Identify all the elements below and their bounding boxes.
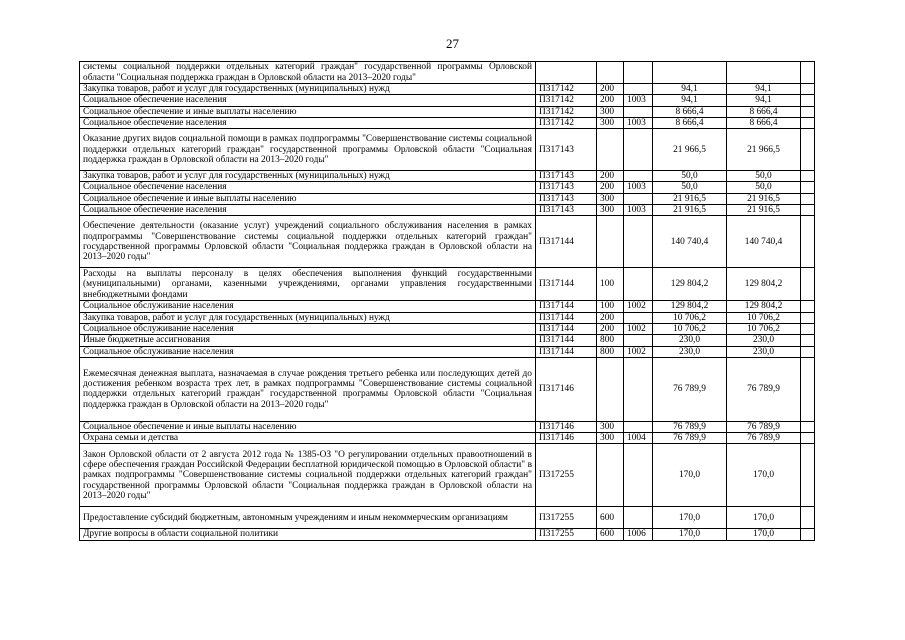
row-expense-type: 200 [597, 323, 624, 334]
row-amount-1: 50,0 [653, 171, 727, 182]
row-target-code: П317144 [536, 312, 597, 323]
row-empty-cell [801, 84, 815, 95]
row-section-code [624, 106, 653, 117]
row-empty-cell [801, 507, 815, 529]
row-empty-cell [801, 95, 815, 106]
row-amount-2: 140 740,4 [727, 216, 801, 268]
row-empty-cell [801, 205, 815, 216]
row-expense-type: 200 [597, 84, 624, 95]
row-section-code [624, 84, 653, 95]
row-empty-cell [801, 268, 815, 301]
row-amount-2: 170,0 [727, 444, 801, 507]
row-target-code: П317146 [536, 421, 597, 432]
row-description: Другие вопросы в области социальной политики [80, 529, 536, 540]
row-target-code: П317255 [536, 444, 597, 507]
row-target-code: П317143 [536, 182, 597, 193]
row-amount-2: 230,0 [727, 346, 801, 357]
row-amount-1: 140 740,4 [653, 216, 727, 268]
row-section-code [624, 216, 653, 268]
row-empty-cell [801, 444, 815, 507]
table-row [80, 117, 815, 128]
row-expense-type: 200 [597, 171, 624, 182]
table-row [80, 421, 815, 432]
row-expense-type [597, 216, 624, 268]
row-amount-2 [727, 62, 801, 84]
row-amount-1: 21 916,5 [653, 193, 727, 204]
row-expense-type [597, 357, 624, 421]
row-amount-2: 129 804,2 [727, 268, 801, 301]
row-empty-cell [801, 312, 815, 323]
row-expense-type: 800 [597, 335, 624, 346]
table-row [80, 129, 815, 171]
row-expense-type: 200 [597, 182, 624, 193]
row-amount-1: 8 666,4 [653, 106, 727, 117]
row-section-code [624, 357, 653, 421]
row-amount-2: 10 706,2 [727, 323, 801, 334]
row-description: Социальное обеспечение и иные выплаты населению [80, 421, 536, 432]
row-empty-cell [801, 433, 815, 444]
row-empty-cell [801, 301, 815, 312]
row-amount-2: 8 666,4 [727, 106, 801, 117]
row-amount-2: 50,0 [727, 171, 801, 182]
row-empty-cell [801, 106, 815, 117]
row-amount-2: 21 966,5 [727, 129, 801, 171]
budget-table [79, 61, 815, 541]
row-amount-2: 50,0 [727, 182, 801, 193]
table-row [80, 357, 815, 421]
row-empty-cell [801, 346, 815, 357]
row-section-code [624, 507, 653, 529]
row-target-code: П317144 [536, 346, 597, 357]
table-row [80, 433, 815, 444]
table-row [80, 84, 815, 95]
table-row [80, 312, 815, 323]
row-amount-1: 50,0 [653, 182, 727, 193]
row-amount-1: 76 789,9 [653, 357, 727, 421]
row-empty-cell [801, 182, 815, 193]
row-target-code: П317143 [536, 205, 597, 216]
row-section-code [624, 129, 653, 171]
row-description: Обеспечение деятельности (оказание услуг) учреждений социального обслуживания населения в рамках подпрограммы "Совершенствование системы социальной поддержки отдельных категорий граждан" государственной программы Орловской области "Социальная поддержка граждан в Орловской области на 2013–2020 годы" [80, 216, 536, 268]
row-amount-1: 230,0 [653, 335, 727, 346]
row-expense-type: 300 [597, 193, 624, 204]
table-row [80, 444, 815, 507]
table-row [80, 268, 815, 301]
row-description: Оказание других видов социальной помощи в рамках подпрограммы "Совершенствование системы социальной поддержки отдельных категорий граждан" государственной программы Орловской области "Социальная поддержка граждан в Орловской области на 2013–2020 годы" [80, 129, 536, 171]
row-amount-1: 10 706,2 [653, 312, 727, 323]
row-target-code: П317144 [536, 216, 597, 268]
row-section-code [624, 335, 653, 346]
table-row [80, 205, 815, 216]
row-description: Социальное обслуживание населения [80, 346, 536, 357]
row-expense-type: 300 [597, 433, 624, 444]
row-description: Расходы на выплаты персоналу в целях обеспечения выполнения функций государственными (муниципальными) органами, казенными учреждениями, органами управления государственными внебюджетными фондами [80, 268, 536, 301]
row-expense-type: 300 [597, 117, 624, 128]
row-target-code: П317146 [536, 433, 597, 444]
table-row [80, 106, 815, 117]
row-expense-type: 100 [597, 268, 624, 301]
row-empty-cell [801, 216, 815, 268]
row-section-code: 1002 [624, 323, 653, 334]
table-row [80, 346, 815, 357]
row-target-code: П317143 [536, 193, 597, 204]
row-amount-1: 129 804,2 [653, 268, 727, 301]
row-target-code: П317255 [536, 507, 597, 529]
row-expense-type: 300 [597, 205, 624, 216]
table-row [80, 216, 815, 268]
row-section-code [624, 62, 653, 84]
row-target-code: П317142 [536, 117, 597, 128]
row-description: Ежемесячная денежная выплата, назначаемая в случае рождения третьего ребенка или последующих детей до достижения ребенком возраста трех лет, в рамках подпрограммы "Совершенствование системы социальной поддержки отдельных категорий граждан" государственной программы Орловской области "Социальная поддержка граждан в Орловской области на 2013–2020 годы" [80, 357, 536, 421]
row-description: Закон Орловской области от 2 августа 2012 года № 1385-ОЗ "О регулировании отдельных правоотношений в сфере обеспечения граждан Российской Федерации бесплатной юридической помощью в Орловской области" в рамках подпрограммы "Совершенствование системы социальной поддержки отдельных категорий граждан" государственной программы Орловской области "Социальная поддержка граждан в Орловской области на 2013–2020 годы" [80, 444, 536, 507]
row-amount-1 [653, 62, 727, 84]
row-section-code: 1004 [624, 433, 653, 444]
row-expense-type: 800 [597, 346, 624, 357]
row-amount-2: 94,1 [727, 95, 801, 106]
row-expense-type [597, 62, 624, 84]
row-section-code: 1003 [624, 95, 653, 106]
row-empty-cell [801, 62, 815, 84]
row-section-code: 1002 [624, 346, 653, 357]
row-amount-1: 21 966,5 [653, 129, 727, 171]
row-expense-type: 100 [597, 301, 624, 312]
row-description: Социальное обеспечение и иные выплаты населению [80, 193, 536, 204]
row-empty-cell [801, 171, 815, 182]
row-description: Закупка товаров, работ и услуг для государственных (муниципальных) нужд [80, 171, 536, 182]
row-description: системы социальной поддержки отдельных категорий граждан" государственной программы Орловской области "Социальная поддержка граждан в Орловской области на 2013–2020 годы" [80, 62, 536, 84]
row-section-code [624, 268, 653, 301]
row-description: Предоставление субсидий бюджетным, автономным учреждениям и иным некоммерческим организациям [80, 507, 536, 529]
row-amount-1: 230,0 [653, 346, 727, 357]
table-row [80, 171, 815, 182]
table-row [80, 507, 815, 529]
row-description: Социальное обеспечение населения [80, 117, 536, 128]
row-amount-1: 76 789,9 [653, 433, 727, 444]
row-description: Социальное обеспечение населения [80, 205, 536, 216]
row-target-code: П317144 [536, 323, 597, 334]
row-amount-2: 129 804,2 [727, 301, 801, 312]
row-section-code: 1006 [624, 529, 653, 540]
row-target-code [536, 62, 597, 84]
row-amount-2: 94,1 [727, 84, 801, 95]
row-section-code [624, 193, 653, 204]
row-description: Социальное обслуживание населения [80, 323, 536, 334]
row-target-code: П317142 [536, 95, 597, 106]
row-amount-1: 76 789,9 [653, 421, 727, 432]
row-section-code: 1003 [624, 117, 653, 128]
row-amount-1: 170,0 [653, 529, 727, 540]
row-expense-type: 300 [597, 421, 624, 432]
row-description: Социальное обеспечение и иные выплаты населению [80, 106, 536, 117]
row-section-code [624, 421, 653, 432]
row-description: Закупка товаров, работ и услуг для государственных (муниципальных) нужд [80, 84, 536, 95]
row-amount-1: 94,1 [653, 95, 727, 106]
row-target-code: П317142 [536, 106, 597, 117]
row-expense-type: 600 [597, 507, 624, 529]
row-target-code: П317144 [536, 301, 597, 312]
row-description: Закупка товаров, работ и услуг для государственных (муниципальных) нужд [80, 312, 536, 323]
row-expense-type: 200 [597, 95, 624, 106]
row-amount-1: 170,0 [653, 507, 727, 529]
row-expense-type: 200 [597, 312, 624, 323]
row-target-code: П317144 [536, 268, 597, 301]
table-row [80, 193, 815, 204]
row-amount-1: 10 706,2 [653, 323, 727, 334]
table-row [80, 529, 815, 540]
row-section-code: 1003 [624, 205, 653, 216]
row-amount-2: 76 789,9 [727, 357, 801, 421]
row-target-code: П317146 [536, 357, 597, 421]
row-amount-1: 8 666,4 [653, 117, 727, 128]
row-amount-2: 230,0 [727, 335, 801, 346]
table-body [80, 62, 815, 541]
row-description: Социальное обеспечение населения [80, 95, 536, 106]
row-target-code: П317144 [536, 335, 597, 346]
table-row [80, 301, 815, 312]
row-expense-type [597, 129, 624, 171]
row-target-code: П317143 [536, 171, 597, 182]
table-row [80, 95, 815, 106]
row-empty-cell [801, 357, 815, 421]
row-amount-2: 10 706,2 [727, 312, 801, 323]
row-target-code: П317143 [536, 129, 597, 171]
table-row [80, 335, 815, 346]
row-expense-type: 600 [597, 529, 624, 540]
table-row [80, 62, 815, 84]
row-description: Иные бюджетные ассигнования [80, 335, 536, 346]
row-amount-2: 8 666,4 [727, 117, 801, 128]
row-empty-cell [801, 193, 815, 204]
row-description: Социальное обслуживание населения [80, 301, 536, 312]
row-section-code [624, 444, 653, 507]
row-amount-2: 170,0 [727, 529, 801, 540]
row-section-code: 1002 [624, 301, 653, 312]
row-section-code [624, 312, 653, 323]
row-empty-cell [801, 323, 815, 334]
row-target-code: П317255 [536, 529, 597, 540]
row-amount-2: 170,0 [727, 507, 801, 529]
row-section-code [624, 171, 653, 182]
table-row [80, 182, 815, 193]
page-number: 27 [446, 36, 459, 51]
row-empty-cell [801, 129, 815, 171]
row-description: Охрана семьи и детства [80, 433, 536, 444]
row-section-code: 1003 [624, 182, 653, 193]
row-amount-2: 76 789,9 [727, 421, 801, 432]
row-amount-1: 94,1 [653, 84, 727, 95]
row-empty-cell [801, 335, 815, 346]
row-expense-type [597, 444, 624, 507]
row-empty-cell [801, 529, 815, 540]
table-row [80, 323, 815, 334]
row-expense-type: 300 [597, 106, 624, 117]
row-amount-1: 170,0 [653, 444, 727, 507]
row-target-code: П317142 [536, 84, 597, 95]
row-description: Социальное обеспечение населения [80, 182, 536, 193]
row-amount-2: 21 916,5 [727, 193, 801, 204]
row-amount-2: 21 916,5 [727, 205, 801, 216]
row-empty-cell [801, 117, 815, 128]
row-amount-1: 21 916,5 [653, 205, 727, 216]
row-empty-cell [801, 421, 815, 432]
row-amount-1: 129 804,2 [653, 301, 727, 312]
row-amount-2: 76 789,9 [727, 433, 801, 444]
